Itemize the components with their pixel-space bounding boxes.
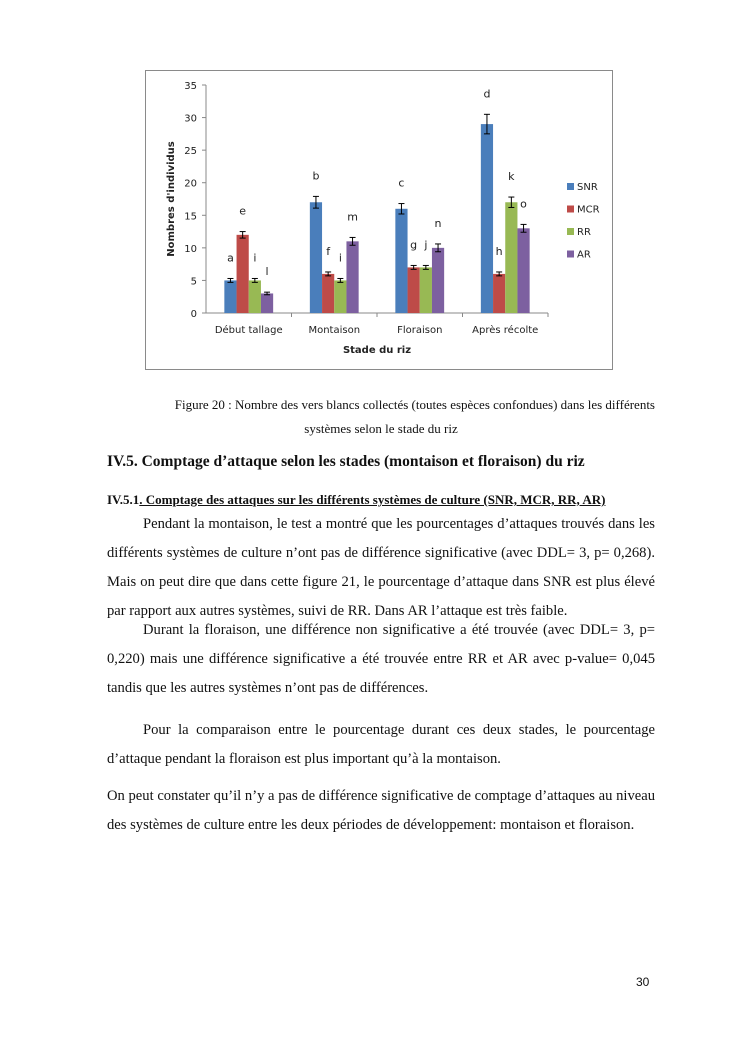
significance-letter: k (508, 170, 515, 184)
bar-rr (334, 280, 346, 313)
bar-ar (346, 241, 358, 313)
caption-line-2: systèmes selon le stade du riz (304, 421, 458, 436)
bar-mcr (493, 274, 505, 313)
y-tick-label: 20 (184, 178, 197, 190)
bar-ar (432, 248, 444, 313)
y-tick-label: 10 (184, 243, 197, 255)
legend-swatch-snr (567, 183, 574, 190)
bar-snr (481, 124, 493, 313)
significance-letter: a (227, 251, 234, 265)
bar-mcr (408, 267, 420, 313)
figure-caption (107, 393, 655, 441)
y-tick-label: 25 (184, 146, 197, 158)
y-tick-label: 5 (190, 276, 197, 288)
bar-mcr (322, 274, 334, 313)
bar-rr (420, 267, 432, 313)
legend-label: SNR (577, 182, 598, 193)
caption-line-1: Figure 20 : Nombre des vers blancs collectés (toutes espèces confondues) dans les différents (174, 397, 655, 412)
x-tick-label: Après récolte (472, 325, 539, 336)
x-tick-label: Montaison (308, 325, 361, 336)
section-heading: IV.5. Comptage d’attaque selon les stades (montaison et floraison) du riz (107, 453, 585, 470)
legend-label: RR (577, 227, 591, 238)
legend-swatch-mcr (567, 206, 574, 213)
significance-letter: b (312, 169, 320, 183)
significance-letter: d (483, 87, 491, 101)
bar-rr (505, 202, 517, 313)
page-number: 30 (636, 975, 650, 989)
significance-letter: f (326, 244, 331, 258)
bar-ar (261, 293, 273, 313)
chart-svg (146, 71, 614, 371)
significance-letter: e (239, 204, 247, 218)
bar-chart (145, 70, 613, 370)
y-tick-label: 15 (184, 211, 197, 223)
bar-mcr (237, 235, 249, 313)
legend-swatch-rr (567, 228, 574, 235)
bar-snr (395, 209, 407, 313)
x-axis-title: Stade du riz (342, 345, 412, 356)
significance-letter: h (495, 244, 503, 258)
legend-label: AR (577, 249, 591, 261)
significance-letter: g (410, 238, 418, 252)
paragraph-2: Durant la floraison, une différence non significative a été trouvée (avec DDL= 3, p= 0,220) mais une différence significative a été trouvée entre RR et AR avec p-value= 0,045 tandis que les autres systèmes n’ont pas de différences. (107, 622, 655, 696)
subsection-heading (107, 492, 605, 508)
legend-label: MCR (577, 204, 600, 216)
paragraph-4: On peut constater qu’il n’y a pas de différence significative de comptage d’attaques au niveau des systèmes de culture entre les deux périodes de développement: montaison et floraison. (107, 788, 655, 833)
y-tick-label: 30 (184, 113, 197, 125)
paragraph-1: Pendant la montaison, le test a montré que les pourcentages d’attaques trouvés dans les différents systèmes de culture n’ont pas de différence significative (avec DDL= 3, p= 0,268). Mais on peut dire que dans cette figure 21, le pourcentage d’attaque dans SNR est plus élevé par rapport aux autres systèmes, suivi de RR. Dans AR l’attaque est très faible. (107, 516, 655, 619)
significance-letter: l (265, 265, 269, 279)
significance-letter: i (253, 251, 257, 265)
significance-letter: n (434, 216, 442, 230)
bar-ar (517, 228, 529, 313)
y-tick-label: 0 (190, 309, 197, 320)
subsection-title: . Comptage des attaques sur les différents systèmes de culture (SNR, MCR, RR, AR) (139, 492, 606, 507)
y-tick-label: 35 (184, 81, 197, 92)
y-axis-title: Nombres d'individus (166, 141, 177, 257)
bar-rr (249, 280, 261, 313)
significance-letter: c (398, 176, 405, 190)
bar-snr (310, 202, 322, 313)
significance-letter: j (424, 238, 428, 252)
significance-letter: o (520, 197, 527, 211)
x-tick-label: Début tallage (214, 325, 283, 336)
significance-letter: m (347, 210, 358, 224)
paragraph-3: Pour la comparaison entre le pourcentage durant ces deux stades, le pourcentage d’attaque pendant la floraison est plus important qu’à la montaison. (107, 722, 655, 767)
legend-swatch-ar (567, 251, 574, 258)
x-tick-label: Floraison (397, 325, 443, 336)
subsection-number: IV.5.1 (107, 492, 140, 507)
significance-letter: i (338, 251, 342, 265)
bar-snr (224, 280, 236, 313)
